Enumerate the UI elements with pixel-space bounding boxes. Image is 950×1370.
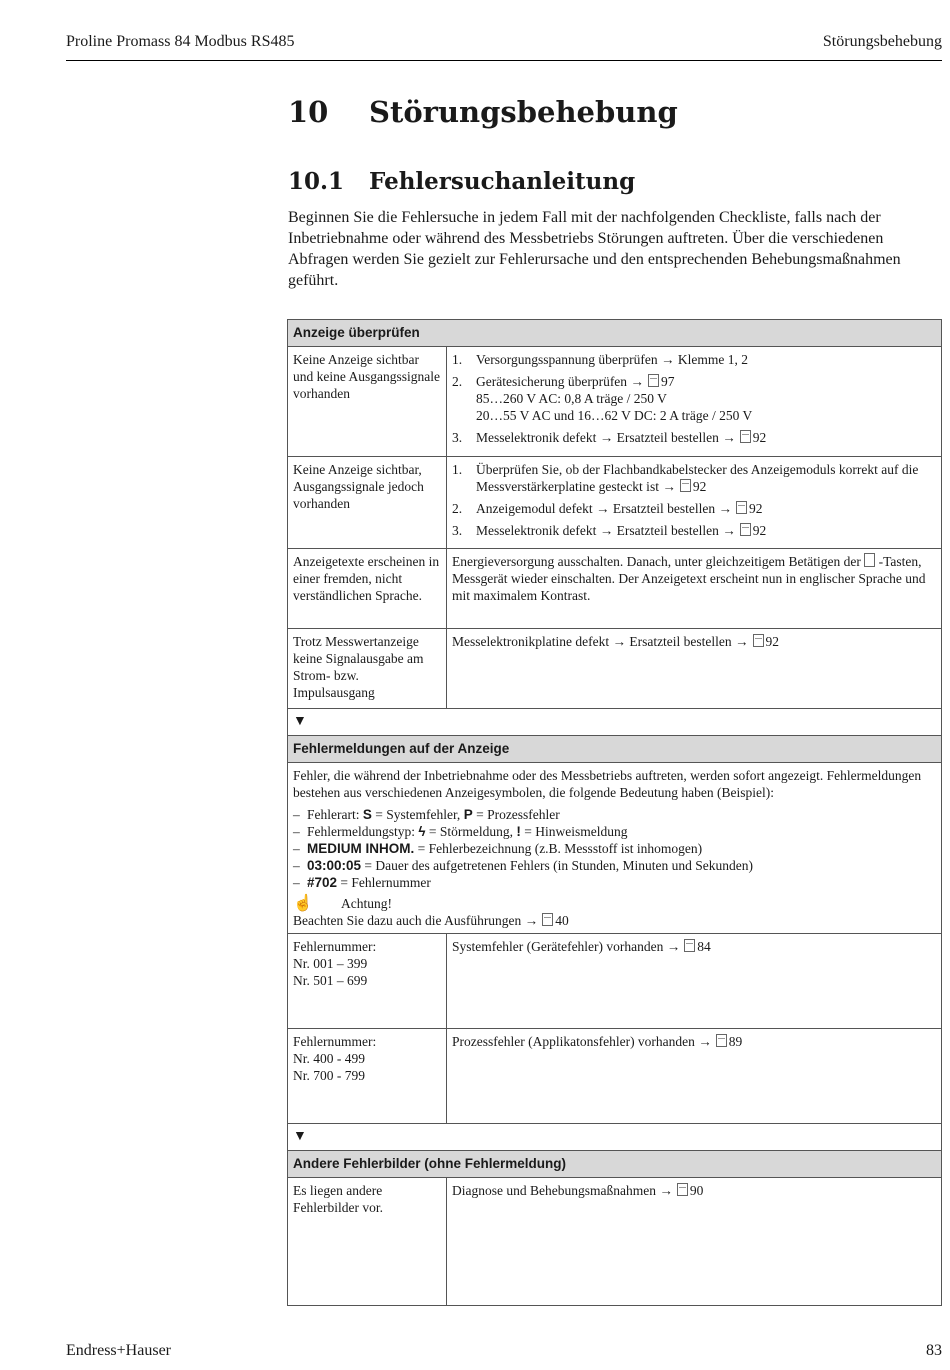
header-section: Störungsbehebung [822,33,942,50]
error-message-intro: Fehler, die während der Inbetriebnahme oder des Messbetriebs auftreten, werden sofort angezeigt. Fehlermeldungen bestehen aus verschiedenen Anzeigesymbolen, die folgende Bedeutung haben (Beispiel): [293,768,922,800]
remedy-list [452,461,936,539]
list-item: – #702 = Fehlernummer [293,875,431,890]
remedy-list [452,351,936,446]
error-message-info-cell [288,763,942,934]
lightning-icon: ϟ [418,824,426,839]
chapter-number: 10 [288,95,329,129]
footer-company: Endress+Hauser [66,1342,171,1359]
page-reference-icon [736,501,747,514]
table-row [288,457,942,549]
section-heading-error-messages: Fehlermeldungen auf der Anzeige [288,736,942,763]
troubleshooting-table [287,319,942,1306]
page-reference-icon [684,939,695,952]
table-row [288,1178,942,1306]
warning-note [293,895,936,912]
chapter-title: Störungsbehebung [369,95,678,129]
header-title: Proline Promass 84 Modbus RS485 [66,33,295,50]
page-number: 83 [926,1342,942,1359]
table-row [288,347,942,457]
page-reference-icon [680,479,691,492]
header-rule [66,60,942,61]
remedy-cell [447,457,942,549]
list-item: – 03:00:05 = Dauer des aufgetretenen Fehlers (in Stunden, Minuten und Sekunden) [293,858,753,873]
intro-paragraph: Beginnen Sie die Fehlersuche in jedem Fall mit der nachfolgenden Checkliste, falls nach der Inbetriebnahme oder während des Messbetriebs Störungen auftreten. Über die verschiedenen Abfragen werden Sie gezielt zur Fehlerursache und den entsprechenden Behebungsmaßnahmen geführt. [288,209,901,289]
list-item: 2. Gerätesicherung überprüfen → 97 85…260 V AC: 0,8 A träge / 250 V 20…55 V AC und 16…62 V DC: 2 A träge / 250 V [452,374,753,423]
remedy-cell [447,347,942,457]
symbol-legend-list [293,806,936,891]
remedy-cell: Prozessfehler (Applikatonsfehler) vorhanden → 89 [447,1029,942,1124]
page-reference-icon [740,523,751,536]
remedy-cell: Energieversorgung ausschalten. Danach, unter gleichzeitigem Betätigen der -Tasten, Messgerät wieder einschalten. Der Anzeigetext erscheint nun in englischer Sprache und mit maximalem Kontrast. [447,549,942,629]
list-item: 3. Messelektronik defekt → Ersatzteil bestellen → 92 [452,523,767,538]
table-row [288,629,942,709]
page-reference-icon [716,1034,727,1047]
remedy-cell: Systemfehler (Gerätefehler) vorhanden → 84 [447,934,942,1029]
flow-arrow-down-icon: ▼ [288,709,942,736]
page-reference-icon [753,634,764,647]
error-range-cell: Fehlernummer: Nr. 001 – 399 Nr. 501 – 699 [288,934,447,1029]
table-row [288,1029,942,1124]
key-combination-icon [864,553,875,567]
symptom-cell: Es liegen andere Fehlerbilder vor. [288,1178,447,1306]
page-reference-icon [677,1183,688,1196]
page-reference-icon [648,374,659,387]
section-title: Fehlersuchanleitung [369,168,636,195]
flow-arrow-down-icon: ▼ [288,1124,942,1151]
symptom-cell: Trotz Messwertanzeige keine Signalausgabe am Strom- bzw. Impulsausgang [288,629,447,709]
warning-text: Beachten Sie dazu auch die Ausführungen → 40 [293,913,569,928]
list-item: 1. Überprüfen Sie, ob der Flachbandkabelstecker des Anzeigemoduls korrekt auf die Messverstärkerplatine gesteckt ist → 92 [452,462,919,494]
section-number: 10.1 [288,168,345,195]
page-reference-icon [740,430,751,443]
warning-title: Achtung! [341,896,392,911]
list-item: 3. Messelektronik defekt → Ersatzteil bestellen → 92 [452,430,767,445]
symptom-cell: Keine Anzeige sichtbar und keine Ausgangssignale vorhanden [288,347,447,457]
table-row [288,549,942,629]
symptom-cell: Anzeigetexte erscheinen in einer fremden, nicht verständlichen Sprache. [288,549,447,629]
symptom-cell: Keine Anzeige sichtbar, Ausgangssignale jedoch vorhanden [288,457,447,549]
section-heading-display-check: Anzeige überprüfen [288,320,942,347]
list-item: 1. Versorgungsspannung überprüfen → Klemme 1, 2 [452,352,748,367]
page-reference-icon [542,913,553,926]
list-item: – MEDIUM INHOM. = Fehlerbezeichnung (z.B. Messstoff ist inhomogen) [293,841,703,856]
exclamation-icon: ! [516,824,521,839]
remedy-cell: Diagnose und Behebungsmaßnahmen → 90 [447,1178,942,1306]
table-row [288,934,942,1029]
list-item: – Fehlermeldungstyp: ϟ = Störmeldung, ! = Hinweismeldung [293,824,628,839]
list-item: – Fehlerart: S = Systemfehler, P = Prozessfehler [293,807,560,822]
remedy-cell: Messelektronikplatine defekt → Ersatzteil bestellen → 92 [447,629,942,709]
error-range-cell: Fehlernummer: Nr. 400 - 499 Nr. 700 - 799 [288,1029,447,1124]
chapter-heading [288,95,678,129]
section-heading-other-faults: Andere Fehlerbilder (ohne Fehlermeldung) [288,1151,942,1178]
caution-hand-icon: ☝ [293,895,313,912]
list-item: 2. Anzeigemodul defekt → Ersatzteil bestellen → 92 [452,501,763,516]
section-heading [288,168,635,195]
